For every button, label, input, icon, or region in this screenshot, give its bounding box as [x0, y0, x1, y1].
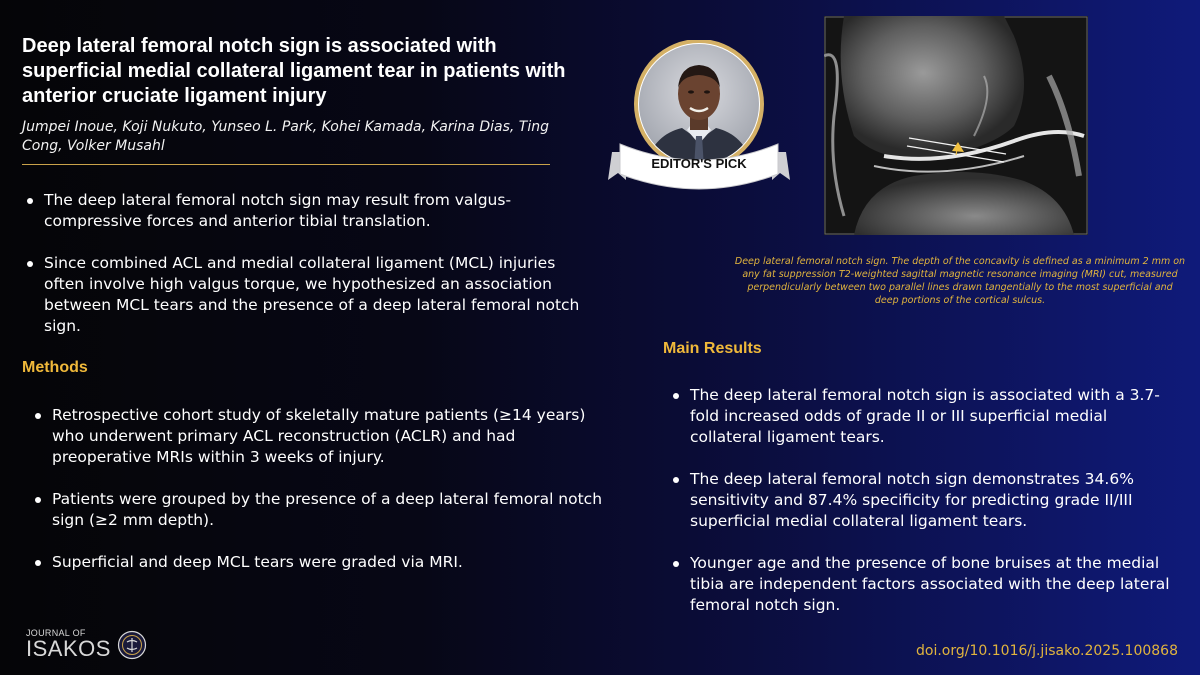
list-item: The deep lateral femoral notch sign may result from valgus-compressive forces and anterior tibial translation. [22, 190, 582, 232]
list-item: The deep lateral femoral notch sign is associated with a 3.7-fold increased odds of grade II or III superficial medial collateral ligament tears. [668, 385, 1178, 448]
results-heading: Main Results [663, 340, 762, 357]
intro-bullet-list [22, 190, 582, 337]
methods-heading: Methods [22, 359, 88, 376]
list-item: Patients were grouped by the presence of a deep lateral femoral notch sign (≥2 mm depth). [30, 489, 610, 531]
title-divider [22, 164, 550, 165]
author-list: Jumpei Inoue, Koji Nukuto, Yunseo L. Park, Kohei Kamada, Karina Dias, Ting Cong, Volker Musahl [22, 119, 549, 154]
list-item: Retrospective cohort study of skeletally mature patients (≥14 years) who underwent primary ACL reconstruction (ACLR) and had preoperative MRIs within 3 weeks of injury. [30, 405, 610, 468]
article-title: Deep lateral femoral notch sign is associated with superficial medial collateral ligament tear in patients with anterior cruciate ligament injury [22, 35, 566, 107]
methods-bullet-list [30, 405, 610, 573]
doi-link[interactable]: doi.org/10.1016/j.jisako.2025.100868 [916, 643, 1178, 659]
editors-pick-badge [604, 40, 794, 198]
seal-icon [117, 630, 147, 660]
list-item: The deep lateral femoral notch sign demonstrates 34.6% sensitivity and 87.4% specificity for predicting grade II/III superficial medial collateral ligament tears. [668, 469, 1178, 532]
list-item: Younger age and the presence of bone bruises at the medial tibia are independent factors associated with the deep lateral femoral notch sign. [668, 553, 1178, 616]
figure-caption: Deep lateral femoral notch sign. The depth of the concavity is defined as a minimum 2 mm on any fat suppression T2-weighted sagittal magnetic resonance imaging (MRI) cut, measured perpendicularly between two parallel lines drawn tangentially to the most superficial and deep portions of the cortical sulcus. [734, 256, 1186, 306]
mri-image [824, 16, 1088, 235]
journal-logo [26, 628, 147, 660]
badge-label: EDITOR'S PICK [651, 156, 747, 171]
list-item: Superficial and deep MCL tears were graded via MRI. [30, 552, 610, 573]
logo-line2: ISAKOS [26, 636, 111, 661]
logo-line1: JOURNAL OF [26, 628, 86, 638]
list-item: Since combined ACL and medial collateral ligament (MCL) injuries often involve high valgus torque, we hypothesized an association between MCL tears and the presence of a deep lateral femoral notch sign. [22, 253, 582, 337]
results-bullet-list [668, 385, 1178, 616]
